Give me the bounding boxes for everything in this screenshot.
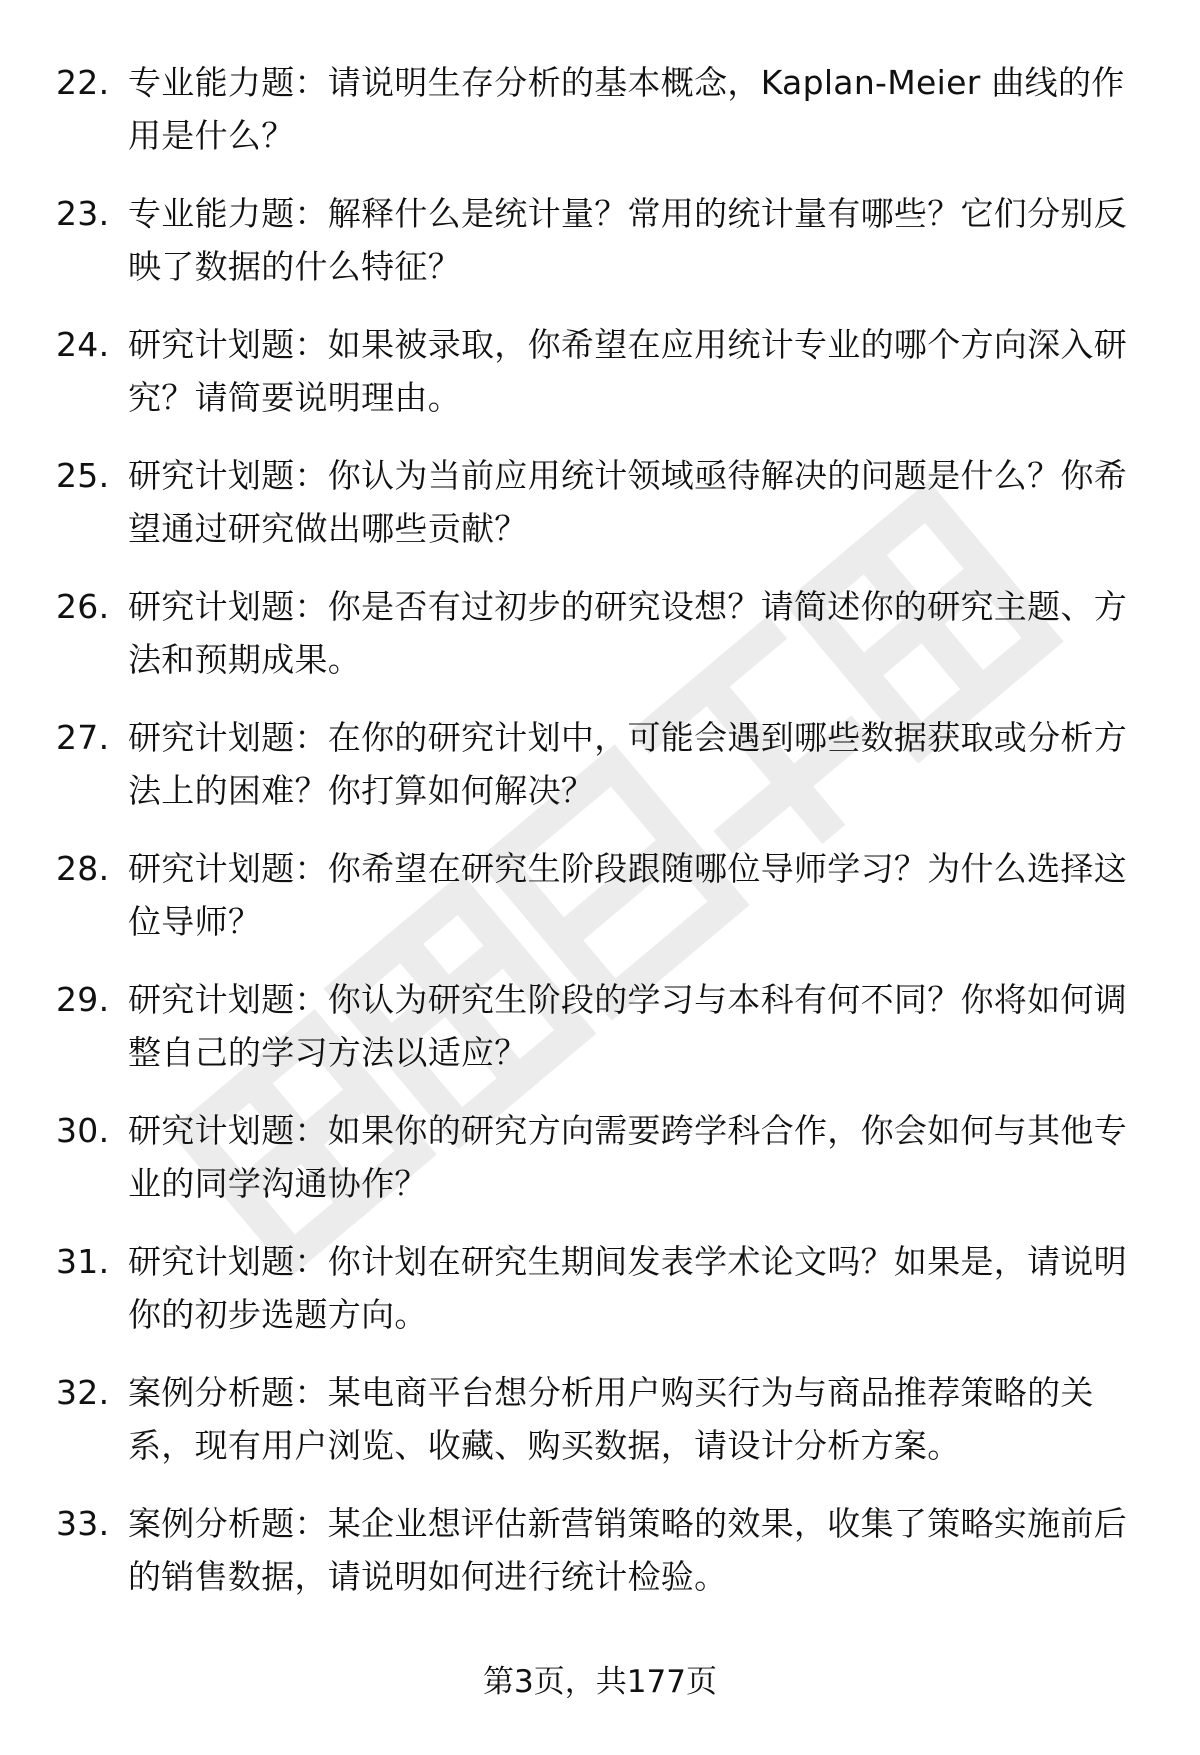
question-number: 26. — [56, 587, 110, 626]
question-number: 25. — [56, 456, 110, 495]
question-text: 案例分析题：某企业想评估新营销策略的效果，收集了策略实施前后的销售数据，请说明如何进行统计检验。 — [128, 1504, 1127, 1596]
question-number: 23. — [56, 194, 110, 233]
question-item-24 — [56, 318, 1146, 424]
question-text: 专业能力题：请说明生存分析的基本概念，Kaplan-Meier 曲线的作用是什么？ — [128, 63, 1125, 155]
question-number: 31. — [56, 1242, 110, 1281]
question-item-27 — [56, 711, 1146, 817]
question-item-25 — [56, 449, 1146, 555]
page-footer — [0, 1660, 1200, 1704]
question-number: 30. — [56, 1111, 110, 1150]
question-text: 研究计划题：如果被录取，你希望在应用统计专业的哪个方向深入研究？请简要说明理由。 — [128, 325, 1127, 417]
question-text: 研究计划题：你认为研究生阶段的学习与本科有何不同？你将如何调整自己的学习方法以适应？ — [128, 980, 1127, 1072]
question-text: 专业能力题：解释什么是统计量？常用的统计量有哪些？它们分别反映了数据的什么特征？ — [128, 194, 1127, 286]
question-number: 27. — [56, 718, 110, 757]
question-item-30 — [56, 1104, 1146, 1210]
question-item-33 — [56, 1497, 1146, 1603]
question-text: 研究计划题：你认为当前应用统计领域亟待解决的问题是什么？你希望通过研究做出哪些贡献？ — [128, 456, 1127, 548]
question-item-32 — [56, 1366, 1146, 1472]
question-item-26 — [56, 580, 1146, 686]
question-number: 22. — [56, 63, 110, 102]
question-number: 32. — [56, 1373, 110, 1412]
question-text: 研究计划题：在你的研究计划中，可能会遇到哪些数据获取或分析方法上的困难？你打算如何解决？ — [128, 718, 1127, 810]
question-item-29 — [56, 973, 1146, 1079]
question-text: 案例分析题：某电商平台想分析用户购买行为与商品推荐策略的关系，现有用户浏览、收藏、购买数据，请设计分析方案。 — [128, 1373, 1094, 1465]
question-number: 33. — [56, 1504, 110, 1543]
question-number: 28. — [56, 849, 110, 888]
question-text: 研究计划题：你希望在研究生阶段跟随哪位导师学习？为什么选择这位导师？ — [128, 849, 1127, 941]
question-number: 29. — [56, 980, 110, 1019]
question-item-23 — [56, 187, 1146, 293]
question-item-31 — [56, 1235, 1146, 1341]
question-number: 24. — [56, 325, 110, 364]
page-number-label: 第3页，共177页 — [483, 1664, 717, 1700]
question-text: 研究计划题：你计划在研究生期间发表学术论文吗？如果是，请说明你的初步选题方向。 — [128, 1242, 1127, 1334]
question-item-28 — [56, 842, 1146, 948]
question-item-22 — [56, 56, 1146, 162]
question-text: 研究计划题：如果你的研究方向需要跨学科合作，你会如何与其他专业的同学沟通协作？ — [128, 1111, 1127, 1203]
question-text: 研究计划题：你是否有过初步的研究设想？请简述你的研究主题、方法和预期成果。 — [128, 587, 1127, 679]
question-list — [56, 56, 1146, 1628]
